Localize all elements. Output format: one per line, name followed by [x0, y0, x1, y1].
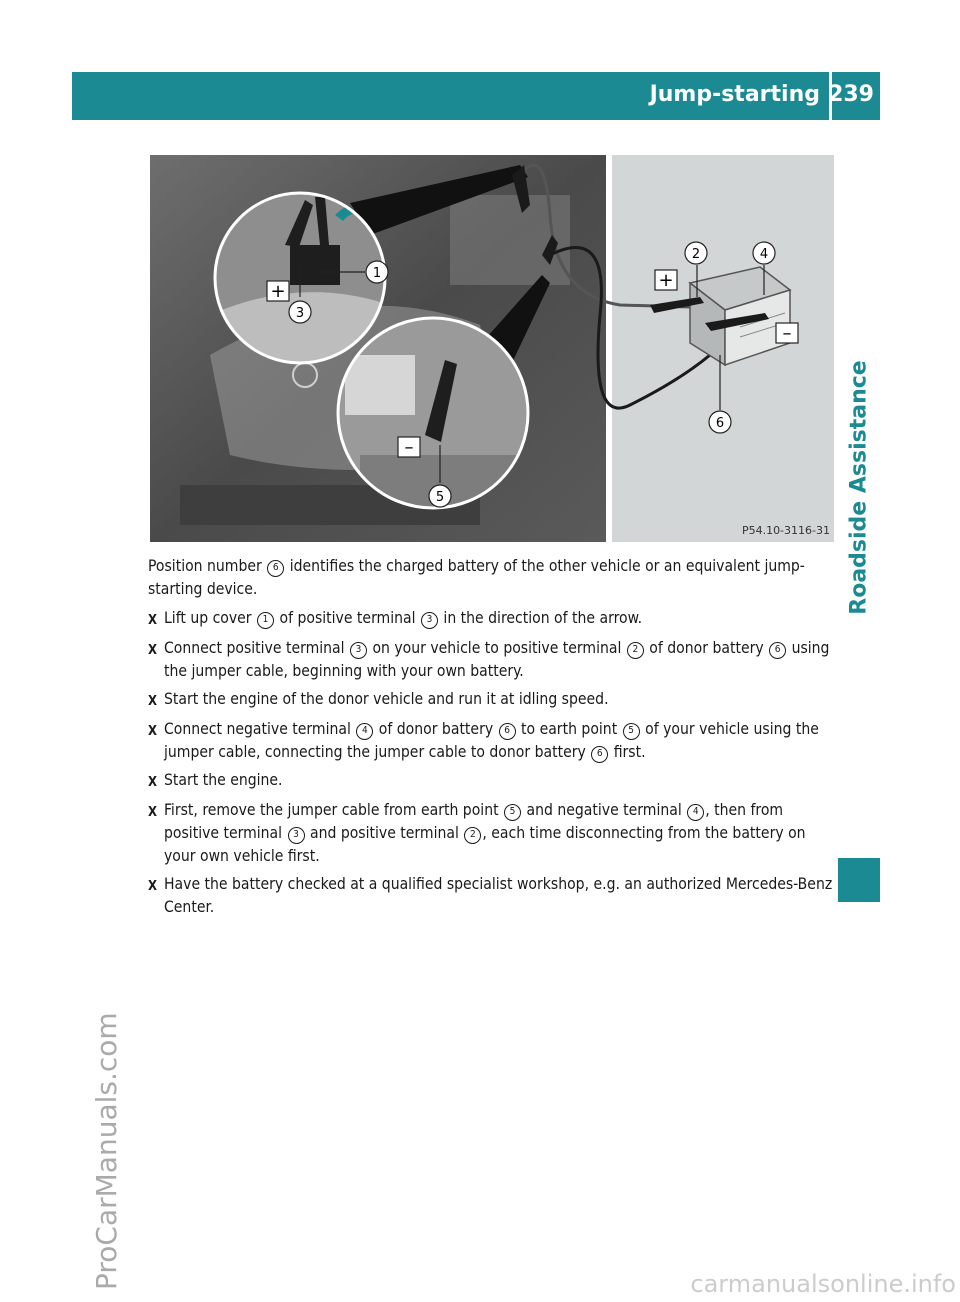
- list-item: [148, 607, 836, 632]
- step-arrow-icon: X: [148, 613, 158, 628]
- step-text: Start the engine of the donor vehicle and run it at idling speed.: [164, 690, 609, 708]
- side-tab: [838, 130, 880, 845]
- figure-label-5: 5: [435, 490, 445, 505]
- page-number: 239: [828, 82, 874, 107]
- reference-number: 5: [504, 804, 521, 821]
- minus-sign-inset: –: [404, 437, 414, 458]
- reference-number: 6: [499, 723, 516, 740]
- list-item: [148, 637, 836, 683]
- reference-number: 6: [769, 642, 786, 659]
- list-item: [148, 718, 836, 764]
- watermark-bottom: carmanualsonline.info: [690, 1270, 956, 1298]
- instructions: [148, 555, 836, 924]
- step-text: First, remove the jumper cable from earth point 5 and negative terminal 4 , then from positive terminal 3 and positive terminal 2 , each time disconnecting from the battery on your own vehicle first.: [164, 801, 806, 865]
- list-item: [148, 873, 836, 919]
- reference-number: 6: [591, 746, 608, 763]
- reference-number: 2: [464, 827, 481, 844]
- list-item: [148, 799, 836, 868]
- reference-number: 6: [267, 560, 284, 577]
- side-tab-marker: [838, 858, 880, 902]
- figure-label-6: 6: [715, 416, 725, 431]
- step-arrow-icon: X: [148, 694, 158, 709]
- figure-label-1: 1: [372, 266, 382, 281]
- reference-number: 1: [257, 612, 274, 629]
- step-text: Start the engine.: [164, 771, 283, 789]
- step-arrow-icon: X: [148, 724, 158, 739]
- reference-number: 3: [350, 642, 367, 659]
- figure-label-3: 3: [295, 306, 305, 321]
- header-bar: [72, 72, 880, 120]
- reference-number: 3: [421, 612, 438, 629]
- reference-number: 5: [623, 723, 640, 740]
- list-item: [148, 688, 836, 713]
- reference-number: 4: [356, 723, 373, 740]
- step-arrow-icon: X: [148, 775, 158, 790]
- step-text: Have the battery checked at a qualified specialist workshop, e.g. an authorized Mercedes-Benz Center.: [164, 875, 833, 916]
- step-arrow-icon: X: [148, 805, 158, 820]
- reference-number: 3: [288, 827, 305, 844]
- figure-code: P54.10-3116-31: [741, 524, 830, 537]
- step-list: [148, 607, 836, 919]
- step-arrow-icon: X: [148, 879, 158, 894]
- section-title: Jump-starting: [649, 82, 820, 107]
- step-arrow-icon: X: [148, 643, 158, 658]
- intro-paragraph: Position number 6 identifies the charged battery of the other vehicle or an equivalent jump-starting device.: [148, 557, 805, 598]
- reference-number: 2: [627, 642, 644, 659]
- reference-number: 4: [687, 804, 704, 821]
- plus-sign-battery: +: [658, 270, 674, 291]
- jump-start-figure: [150, 155, 834, 542]
- step-text: Connect positive terminal 3 on your vehicle to positive terminal 2 of donor battery 6 using the jumper cable, beginning with your own battery.: [164, 639, 830, 680]
- side-tab-label: Roadside Assistance: [846, 360, 872, 615]
- step-text: Connect negative terminal 4 of donor battery 6 to earth point 5 of your vehicle using the jumper cable, connecting the jumper cable to donor battery 6 first.: [164, 720, 819, 761]
- watermark-left: ProCarManuals.com: [90, 1012, 123, 1290]
- minus-sign-battery: –: [782, 323, 792, 344]
- figure-label-4: 4: [759, 247, 769, 262]
- plus-sign-inset: +: [270, 281, 286, 302]
- step-text: Lift up cover 1 of positive terminal 3 in the direction of the arrow.: [164, 609, 643, 627]
- figure-label-2: 2: [691, 247, 701, 262]
- list-item: [148, 769, 836, 794]
